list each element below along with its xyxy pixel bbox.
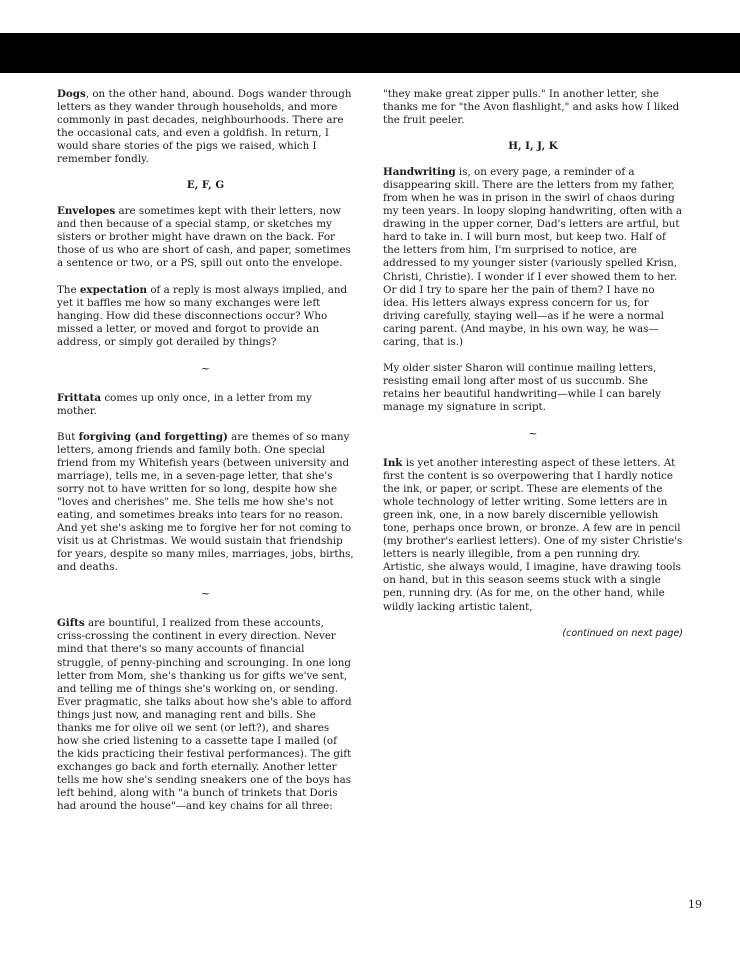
- paragraph-frittata: [57, 392, 354, 418]
- term-handwriting: Handwriting: [383, 166, 456, 179]
- term-forgiving: forgiving (and forgetting): [78, 430, 228, 443]
- paragraph-text: The: [57, 283, 80, 296]
- paragraph-text: , on the other hand, abound. Dogs wander through letters as they wander through households, and more commonly in past decades, neighbourhoods. There are the occasional cats, and even a goldfish. In return, I would share stories of the pigs we raised, which I remember fondly.: [57, 88, 352, 166]
- right-column: [383, 88, 683, 640]
- paragraph-text: But: [57, 430, 79, 443]
- paragraph-ink: [383, 457, 683, 614]
- paragraph-handwriting: [383, 166, 683, 349]
- paragraph-text: is, on every page, a reminder of a disappearing skill. There are the letters from my father, from when he was in prison in the swirl of chaos during my teen years. In loopy sloping handwriting, often with a drawing in the upper corner, Dad's letters are artful, but hard to take in. I will burn most, but keep two. Half of the letters from him, I'm surprised to notice, are addressed to my younger sister (variously spelled Krisn, Christi, Christie). I wonder if I ever showed them to her. Or did I try to spare her the pain of them? I have no idea. His letters always express concern for us, for driving carefully, staying well—as if he were a normal caring parent. (And maybe, in his own way, he was—caring, that is.): [383, 166, 683, 348]
- continued-note: (continued on next page): [562, 627, 683, 639]
- paragraph-dogs: [57, 88, 354, 166]
- paragraph-text: is yet another interesting aspect of these letters. At first the content is so overpowering that I hardly notice the ink, or paper, or script. These are elements of the whole technology of letter writing. Some letters are in green ink, one, in a now barely discernible yellowish tone, perhaps once brown, or bronze. A few are in pencil (my brother's earliest letters). One of my sister Christie's letters is nearly illegible, from a pen running dry. Artistic, she always would, I imagine, have drawing tools on hand, but in this season seems stuck with a single pen, running dry. (As for me, on the other hand, while wildly lacking artistic talent,: [383, 456, 683, 613]
- paragraph-text: are sometimes kept with their letters, now and then because of a special stamp, or sketches my sisters or brother might have drawn on the back. For those of us who are short of cash, and paper, sometimes a sentence or two, or a PS, spill out onto the envelope.: [57, 205, 351, 270]
- left-column: [57, 88, 354, 826]
- term-dogs: Dogs: [57, 88, 86, 100]
- separator: ~: [200, 587, 211, 601]
- separator: ~: [200, 361, 211, 375]
- header-band: [0, 33, 740, 73]
- paragraph-gifts: [57, 617, 354, 813]
- term-ink: Ink: [383, 456, 403, 469]
- section-heading-efg: E, F, G: [186, 179, 225, 192]
- paragraph-text: are themes of so many letters, among friends and family both. One special friend from my Whitefish years (between university and marriage), tells me, in a seven-page letter, that she's sorry not to have written for so long, despite how she "loves and cherishes" me. She tells me how she's not eating, and sometimes breaks into tears for no reason. And yet she's asking me to forgive her for not coming to visit us at Christmas. We would sustain that friendship for years, despite so many miles, marriages, jobs, births, and deaths.: [57, 430, 354, 574]
- page-number: 19: [688, 898, 702, 911]
- section-heading-hijk: H, I, J, K: [508, 140, 558, 153]
- term-envelopes: Envelopes: [57, 205, 116, 218]
- paragraph-text: are bountiful, I realized from these accounts, criss-crossing the continent in every direction. Never mind that there's so many accounts of financial struggle, of penny-pinching and scrounging. In one long letter from Mom, she's thanking us for gifts we've sent, and telling me of things she's working on, or sending. Ever pragmatic, she talks about how she's able to afford things just now, and managing rent and bills. She thanks me for olive oil we sent (or left?), and shares how she cried listening to a cassette tape I mailed (of the kids practicing their festival performances). The gift exchanges go back and forth eternally. Another letter tells me how she's sending sneakers one of the boys has left behind, along with "a bunch of trinkets that Doris had around the house"—and key chains for all three:: [57, 617, 352, 813]
- paragraph-sharon: My older sister Sharon will continue mailing letters, resisting email long after most of us succumb. She retains her beautiful handwriting—while I can barely manage my signature in script.: [383, 361, 661, 413]
- term-gifts: Gifts: [57, 617, 85, 630]
- paragraph-text: comes up only once, in a letter from my mother.: [57, 391, 312, 417]
- paragraph-text: of a reply is most always implied, and yet it baffles me how so many exchanges were left hanging. How did these disconnections occur? Who missed a letter, or moved and forgot to provide an address, or simply got derailed by things?: [57, 283, 348, 348]
- paragraph-gifts-continued: "they make great zipper pulls." In another letter, she thanks me for "the Avon flashlight," and asks how I liked the fruit peeler.: [383, 88, 680, 127]
- paragraph-envelopes: [57, 205, 354, 270]
- term-frittata: Frittata: [57, 391, 102, 404]
- separator: ~: [528, 426, 538, 440]
- paragraph-expectation: [57, 284, 354, 349]
- term-expectation: expectation: [79, 283, 148, 296]
- paragraph-forgiving: [57, 431, 354, 575]
